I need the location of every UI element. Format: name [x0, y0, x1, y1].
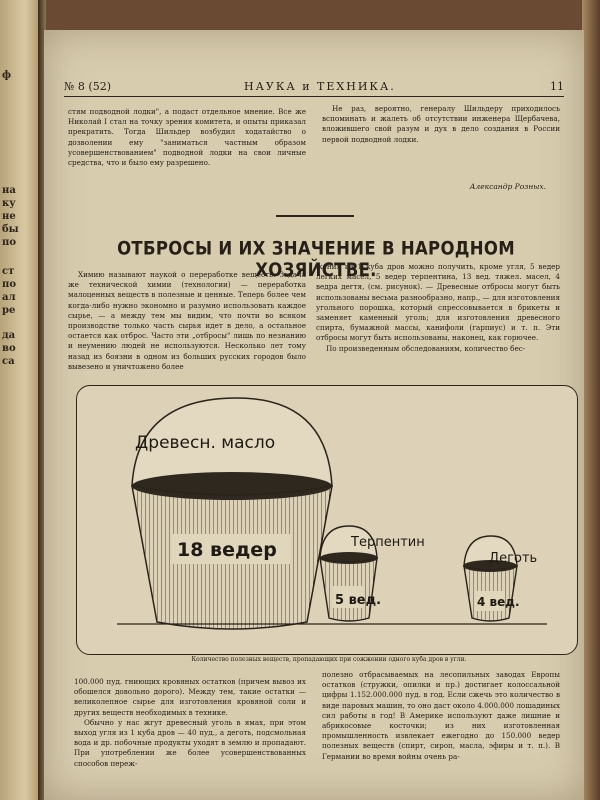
paragraph: полезно отбрасываемых на лесопильных заводах Европы остатков (стружки, опилки и пр.) достигает колоссальной цифры 1.152.000.000 пуд. в год. Если сжечь это количество в виде паровых машин, то оно даст около 4.000.000 лошадиных сил работы в год! В Америке используют даже лишние и абрикосовые косточки; из них изготовленная промышленность извлекает ежегодно до 150.000 ведер полезных веществ (спирт, сироп, масла, эфиры и т. п.). В Германии во время войны очень ра- — [322, 670, 560, 761]
buckets-drawing — [77, 386, 577, 654]
article-title: ОТБРОСЫ И ИХ ЗНАЧЕНИЕ В НАРОДНОМ ХОЗЯЙСТВЕ. — [117, 237, 515, 281]
right-page-edge — [582, 0, 600, 800]
paragraph: Химию называют наукой о переработке веществ. Задача же технической химии (технологии) — переработка малоценных веществ в полезные и ценные. Теперь более чем когда-либо нужно экономно и разумно использовать каждое сырье, — а между тем мы видим, что почти во всяком производстве только часть сырья идет в дело, а остальное остается как отброс. Часто эти „отбросы" лишь по незнанию и неумению людей не используются. Несколько лет тому назад из боязни в одном из больших русских городов было вывезено и уничтожено более — [68, 270, 306, 371]
left-fragment: ф — [2, 70, 12, 81]
top-right-column — [322, 104, 560, 145]
left-page-edge — [0, 0, 42, 800]
left-fragment: по — [2, 237, 16, 248]
figure-caption: Количество полезных веществ, пропадающих при сожжении одного куба дров в угли. — [191, 656, 467, 663]
left-fragment: во — [2, 343, 16, 354]
paragraph: 100.000 пуд. гниющих кровяных остатков (причем вывоз их обошелся довольно дорого). Между тем, такие остатки — великолепное сырье для изготовления кровяной соли и других веществ необходимых в технике. — [74, 677, 306, 717]
section-divider — [276, 215, 354, 217]
left-fragment: не — [2, 211, 16, 222]
paragraph: По произведенным обследованиям, количество бес- — [326, 343, 526, 353]
paragraph: Обычно у нас жгут древесный уголь в ямах, при этом выход угля из 1 куба дров — 40 пуд., а деготь, подсмольная вода и др. побочные продукты уходят в землю и пропадают. При употреблении же более усовершенствованных способов переж- — [74, 717, 306, 768]
magazine-title: НАУКА и ТЕХНИКА. — [244, 80, 396, 93]
medium-bucket-label: Терпентин — [351, 535, 425, 550]
left-fragment: бы — [2, 224, 19, 235]
big-bucket-label: Древесн. масло — [135, 433, 276, 453]
page-header — [64, 78, 564, 97]
left-fragment: са — [2, 356, 15, 367]
paragraph: Не раз, вероятно, генералу Шильдеру приходилось вспоминать и жалеть об отсутствии инженера Щербачева, вложившего свой разум и дух в дело создания в России первой подводной лодки. — [322, 104, 560, 144]
article-left-column — [68, 270, 306, 372]
big-bucket-value: 18 ведер — [177, 539, 277, 561]
issue-number: № 8 (52) — [64, 80, 111, 93]
top-left-column — [68, 107, 306, 168]
medium-bucket-value: 5 вед. — [335, 593, 382, 608]
paragraph: стям подводной лодки", а подаст отдельное мнение. Все же Николай I стал на точку зрения комитета, и опыты приказал прекратить. Тогда Шильдер возбудил ходатайство о дозволении ему "заниматься частным образом усовершенствованием" подводной лодки на свои личные средства, что и было ему разрешено. — [68, 107, 306, 168]
bottom-left-column — [74, 677, 306, 769]
left-fragment: на — [2, 185, 16, 196]
left-fragment: ал — [2, 292, 16, 303]
left-fragment: по — [2, 279, 16, 290]
left-fragment: ст — [2, 266, 15, 277]
left-fragment: ку — [2, 198, 16, 209]
small-bucket-label: Деготь — [489, 551, 538, 566]
buckets-illustration — [76, 385, 578, 655]
author-signature: Александр Розных. — [469, 182, 546, 191]
magazine-page — [44, 30, 584, 800]
left-fragment: да — [2, 330, 16, 341]
page-number: 11 — [550, 80, 564, 93]
paragraph: жения из 1 куба дров можно получить, кроме угля, 5 ведер легких масел, 5 ведер терпентина, 13 вед. тяжел. масел, 4 ведра дегтя, (см. рисунок). — Древесные отбросы могут быть использованы весьма разнообразно, напр., — для изготовления угольного порошка, который спрессовывается в брикеты и заменяет каменный уголь; для изготовления древесного спирта, бумажной массы, канифоли (гарпиус) и т. п. Эти отбросы могут быть использованы, наконец, как горючее. — [316, 262, 560, 343]
left-fragment: ре — [2, 305, 16, 316]
article-right-column — [316, 262, 560, 354]
bottom-right-column — [322, 670, 560, 762]
small-bucket-value: 4 вед. — [477, 595, 520, 609]
